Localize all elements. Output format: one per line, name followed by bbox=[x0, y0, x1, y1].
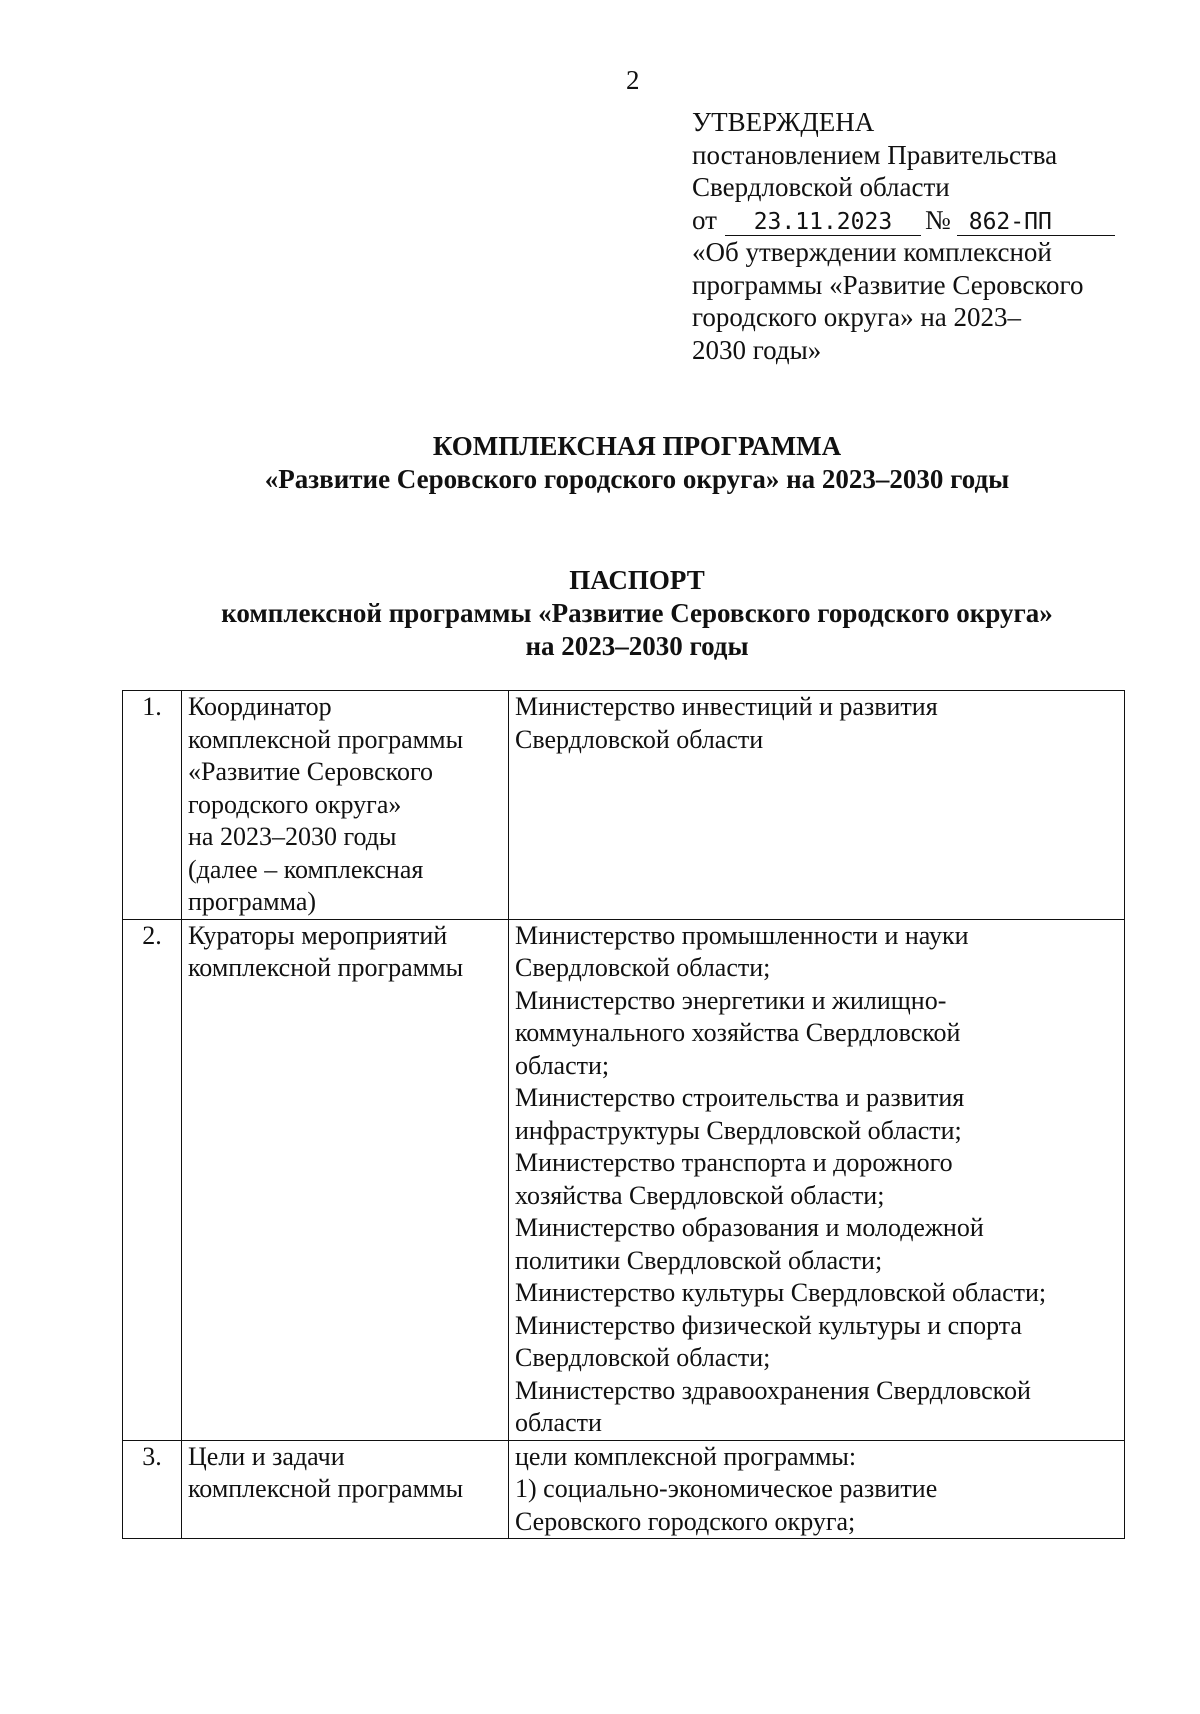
row-name bbox=[182, 691, 509, 920]
row-number: 3. bbox=[123, 1440, 182, 1539]
cell-line: Свердловской области; bbox=[515, 953, 771, 982]
cell-line: коммунального хозяйства Свердловской bbox=[515, 1018, 961, 1047]
decree-title-line: городского округа» на 2023– bbox=[692, 302, 1021, 332]
passport-heading bbox=[0, 564, 1200, 663]
cell-line: Министерство здравоохранения Свердловской bbox=[515, 1375, 1031, 1405]
table-row bbox=[123, 1440, 1125, 1539]
passport-heading-years: на 2023–2030 годы bbox=[525, 631, 749, 661]
table-row bbox=[123, 919, 1125, 1440]
cell-line: Министерство образования и молодежной bbox=[515, 1213, 984, 1242]
approval-line: постановлением Правительства bbox=[692, 139, 1058, 170]
program-heading-subtitle: «Развитие Серовского городского округа» на 2023–2030 годы bbox=[264, 464, 1010, 494]
cell-line: Свердловской области bbox=[515, 724, 764, 754]
cell-line: (далее – комплексная bbox=[188, 854, 424, 884]
row-name bbox=[182, 919, 509, 1440]
passport-heading-subtitle: комплексной программы «Развитие Серовского городского округа» bbox=[221, 598, 1053, 628]
row-value bbox=[509, 1440, 1125, 1539]
decree-title-line: «Об утверждении комплексной bbox=[692, 237, 1052, 267]
approval-number: 862-ПП bbox=[957, 209, 1115, 236]
cell-line: Министерство промышленности и науки bbox=[515, 920, 969, 950]
approval-line: Свердловской области bbox=[692, 172, 950, 202]
approval-stamp bbox=[692, 106, 1132, 366]
number-sign: № bbox=[924, 204, 951, 235]
cell-line: Министерство энергетики и жилищно- bbox=[515, 985, 947, 1015]
cell-line: «Развитие Серовского bbox=[188, 757, 433, 786]
page-number: 2 bbox=[626, 65, 640, 95]
row-name bbox=[182, 1440, 509, 1539]
date-prefix: от bbox=[692, 204, 717, 235]
passport-table bbox=[122, 690, 1125, 1539]
row-number: 2. bbox=[123, 919, 182, 1440]
cell-line: хозяйства Свердловской области; bbox=[515, 1180, 885, 1210]
approval-order-line bbox=[692, 204, 1132, 237]
approval-date: 23.11.2023 bbox=[725, 209, 921, 236]
cell-line: городского округа» bbox=[188, 789, 402, 819]
approval-decree-title bbox=[692, 236, 1132, 366]
decree-title-line: 2030 годы» bbox=[692, 334, 822, 365]
cell-line: области; bbox=[515, 1050, 610, 1080]
row-number: 1. bbox=[123, 691, 182, 920]
cell-line: программа) bbox=[188, 887, 317, 916]
passport-heading-title: ПАСПОРТ bbox=[569, 565, 705, 595]
cell-line: Министерство инвестиций и развития bbox=[515, 692, 938, 721]
approval-title: УТВЕРЖДЕНА bbox=[692, 107, 875, 137]
cell-line: политики Свердловской области; bbox=[515, 1245, 883, 1275]
cell-line: Кураторы мероприятий bbox=[188, 920, 448, 950]
cell-line: комплексной программы bbox=[188, 724, 464, 754]
cell-line: инфраструктуры Свердловской области; bbox=[515, 1115, 962, 1145]
cell-line: Цели и задачи bbox=[188, 1441, 345, 1471]
row-value bbox=[509, 919, 1125, 1440]
cell-line: Серовского городского округа; bbox=[515, 1506, 856, 1536]
cell-line: Министерство физической культуры и спорта bbox=[515, 1310, 1022, 1340]
row-value bbox=[509, 691, 1125, 920]
cell-line: области bbox=[515, 1408, 602, 1437]
cell-line: комплексной программы bbox=[188, 1474, 464, 1503]
cell-line: на 2023–2030 годы bbox=[188, 822, 397, 851]
program-heading bbox=[0, 430, 1200, 496]
cell-line: Министерство строительства и развития bbox=[515, 1083, 965, 1112]
cell-line: Координатор bbox=[188, 692, 332, 721]
cell-line: Свердловской области; bbox=[515, 1343, 771, 1372]
program-heading-title: КОМПЛЕКСНАЯ ПРОГРАММА bbox=[432, 431, 842, 461]
cell-line: комплексной программы bbox=[188, 953, 464, 982]
cell-line: 1) социально-экономическое развитие bbox=[515, 1474, 938, 1503]
cell-line: Министерство культуры Свердловской области; bbox=[515, 1278, 1047, 1307]
table-row bbox=[123, 691, 1125, 920]
decree-title-line: программы «Развитие Серовского bbox=[692, 269, 1084, 300]
cell-line: Министерство транспорта и дорожного bbox=[515, 1148, 953, 1177]
cell-line: цели комплексной программы: bbox=[515, 1441, 857, 1471]
